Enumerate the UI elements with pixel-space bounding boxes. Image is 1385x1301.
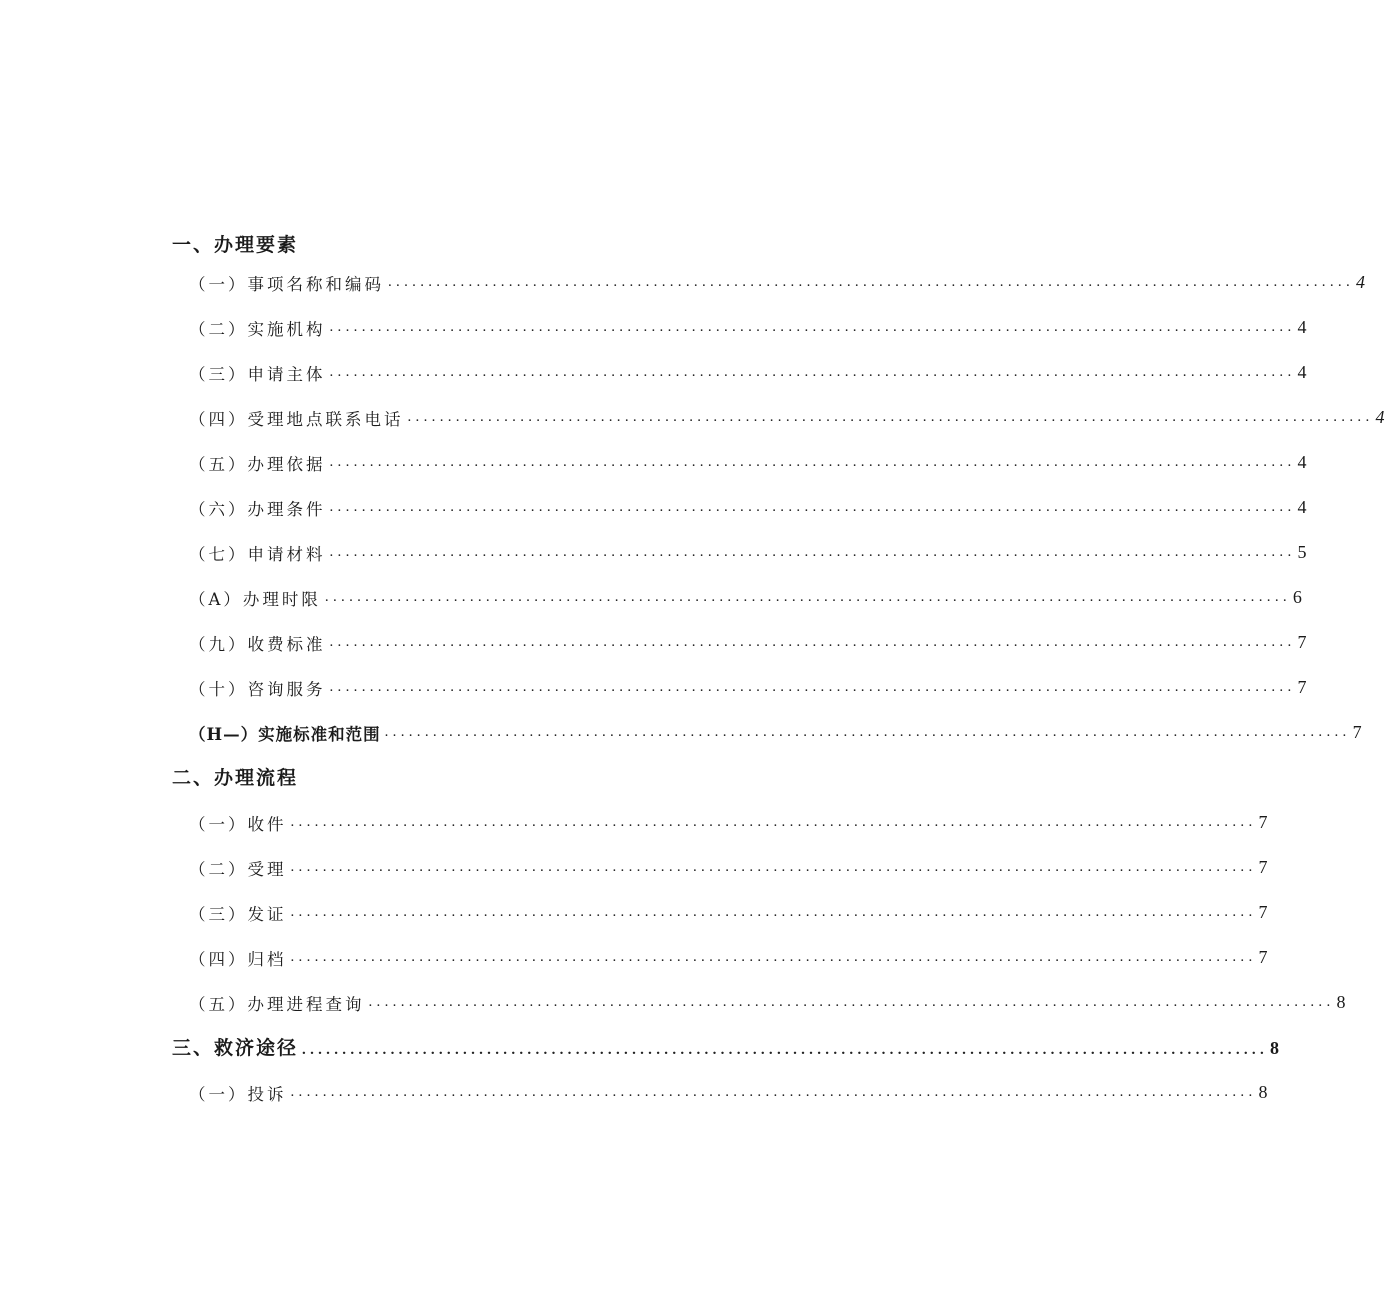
toc-entry-page: 4 (1356, 272, 1365, 292)
toc-entry-page: 4 (1297, 317, 1307, 337)
toc-entry-label: （九）收费标准 (189, 634, 326, 654)
toc-entry-label: （三）申请主体 (189, 364, 326, 384)
toc-entry[interactable] (172, 1070, 1268, 1115)
toc-entry-label: （五）办理依据 (189, 454, 326, 474)
toc-entry-page: 7 (1297, 632, 1307, 652)
table-of-contents (172, 224, 1385, 1115)
dot-leader: ........................................................................................................................ (368, 994, 1335, 1010)
toc-entry-page: 7 (1352, 722, 1362, 742)
dot-leader: ........................................................................................................................ (290, 814, 1257, 830)
toc-heading[interactable] (172, 1025, 1280, 1070)
toc-entry-page: 8 (1258, 1082, 1268, 1102)
dot-leader: ........................................................................................................................ (302, 1042, 1269, 1058)
toc-entry[interactable] (172, 980, 1346, 1025)
toc-entry-label: （十）咨询服务 (189, 679, 326, 699)
toc-entry[interactable] (172, 800, 1268, 845)
toc-entry[interactable] (172, 485, 1307, 530)
toc-entry-label: （五）办理进程查询 (189, 994, 365, 1014)
dot-leader: ........................................................................................................................ (290, 859, 1257, 875)
toc-entry[interactable] (172, 575, 1302, 620)
toc-heading[interactable] (172, 755, 720, 800)
dot-leader: ........................................................................................................................ (329, 544, 1296, 560)
toc-entry-label: （四）归档 (189, 949, 287, 969)
toc-entry[interactable] (172, 620, 1307, 665)
toc-entry-page: 4 (1297, 452, 1307, 472)
toc-entry-page: 7 (1258, 857, 1268, 877)
dot-leader: ........................................................................................................................ (290, 904, 1257, 920)
dot-leader: ........................................................................................................................ (329, 634, 1296, 650)
dot-leader: ........................................................................................................................ (329, 319, 1296, 335)
toc-entry-label: （一）事项名称和编码 (189, 274, 384, 294)
toc-entry[interactable] (172, 260, 1365, 305)
toc-heading-label: 二、办理流程 (172, 767, 299, 789)
toc-entry-page: 7 (1258, 947, 1268, 967)
dot-leader: ........................................................................................................................ (324, 589, 1291, 605)
dot-leader: ........................................................................................................................ (329, 499, 1296, 515)
toc-entry[interactable] (172, 305, 1307, 350)
dot-leader: ........................................................................................................................ (290, 949, 1257, 965)
dot-leader: ........................................................................................................................ (329, 364, 1296, 380)
toc-entry-page: 4 (1297, 362, 1307, 382)
toc-entry-label: （四）受理地点联系电话 (189, 409, 404, 429)
toc-entry-page: 6 (1292, 587, 1302, 607)
toc-entry[interactable] (172, 530, 1307, 575)
toc-entry[interactable] (172, 395, 1385, 440)
toc-entry[interactable] (172, 665, 1307, 710)
toc-entry-label: （H—）实施标准和范围 (189, 724, 381, 744)
toc-entry-label: （三）发证 (189, 904, 287, 924)
toc-entry-page: 8 (1336, 992, 1346, 1012)
toc-entry-label: （六）办理条件 (189, 499, 326, 519)
toc-heading[interactable] (172, 224, 720, 260)
toc-entry[interactable] (172, 350, 1307, 395)
toc-entry-page: 4 (1297, 497, 1307, 517)
dot-leader: ........................................................................................................................ (329, 679, 1296, 695)
toc-entry-label: （一）收件 (189, 814, 287, 834)
toc-entry-label: （二）受理 (189, 859, 287, 879)
toc-entry-page: 7 (1258, 812, 1268, 832)
toc-entry-page: 4 (1375, 407, 1385, 427)
toc-entry[interactable] (172, 935, 1268, 980)
toc-entry-label: （一）投诉 (189, 1084, 287, 1104)
dot-leader: ........................................................................................................................ (290, 1084, 1257, 1100)
dot-leader: ........................................................................................................................ (384, 724, 1351, 740)
toc-heading-page: 8 (1270, 1038, 1280, 1058)
toc-heading-label: 三、救济途径 (172, 1037, 299, 1059)
dot-leader: ........................................................................................................................ (407, 409, 1374, 425)
dot-leader: ........................................................................................................................ (388, 274, 1354, 290)
toc-entry[interactable] (172, 845, 1268, 890)
toc-entry-label: （A）办理时限 (189, 589, 321, 609)
toc-entry[interactable] (172, 890, 1268, 935)
toc-entry-page: 5 (1297, 542, 1307, 562)
dot-leader: ........................................................................................................................ (329, 454, 1296, 470)
toc-entry-page: 7 (1297, 677, 1307, 697)
toc-entry-label: （七）申请材料 (189, 544, 326, 564)
toc-entry[interactable] (172, 440, 1307, 485)
toc-entry[interactable] (172, 710, 1362, 755)
toc-heading-label: 一、办理要素 (172, 234, 299, 256)
toc-entry-label: （二）实施机构 (189, 319, 326, 339)
toc-entry-page: 7 (1258, 902, 1268, 922)
